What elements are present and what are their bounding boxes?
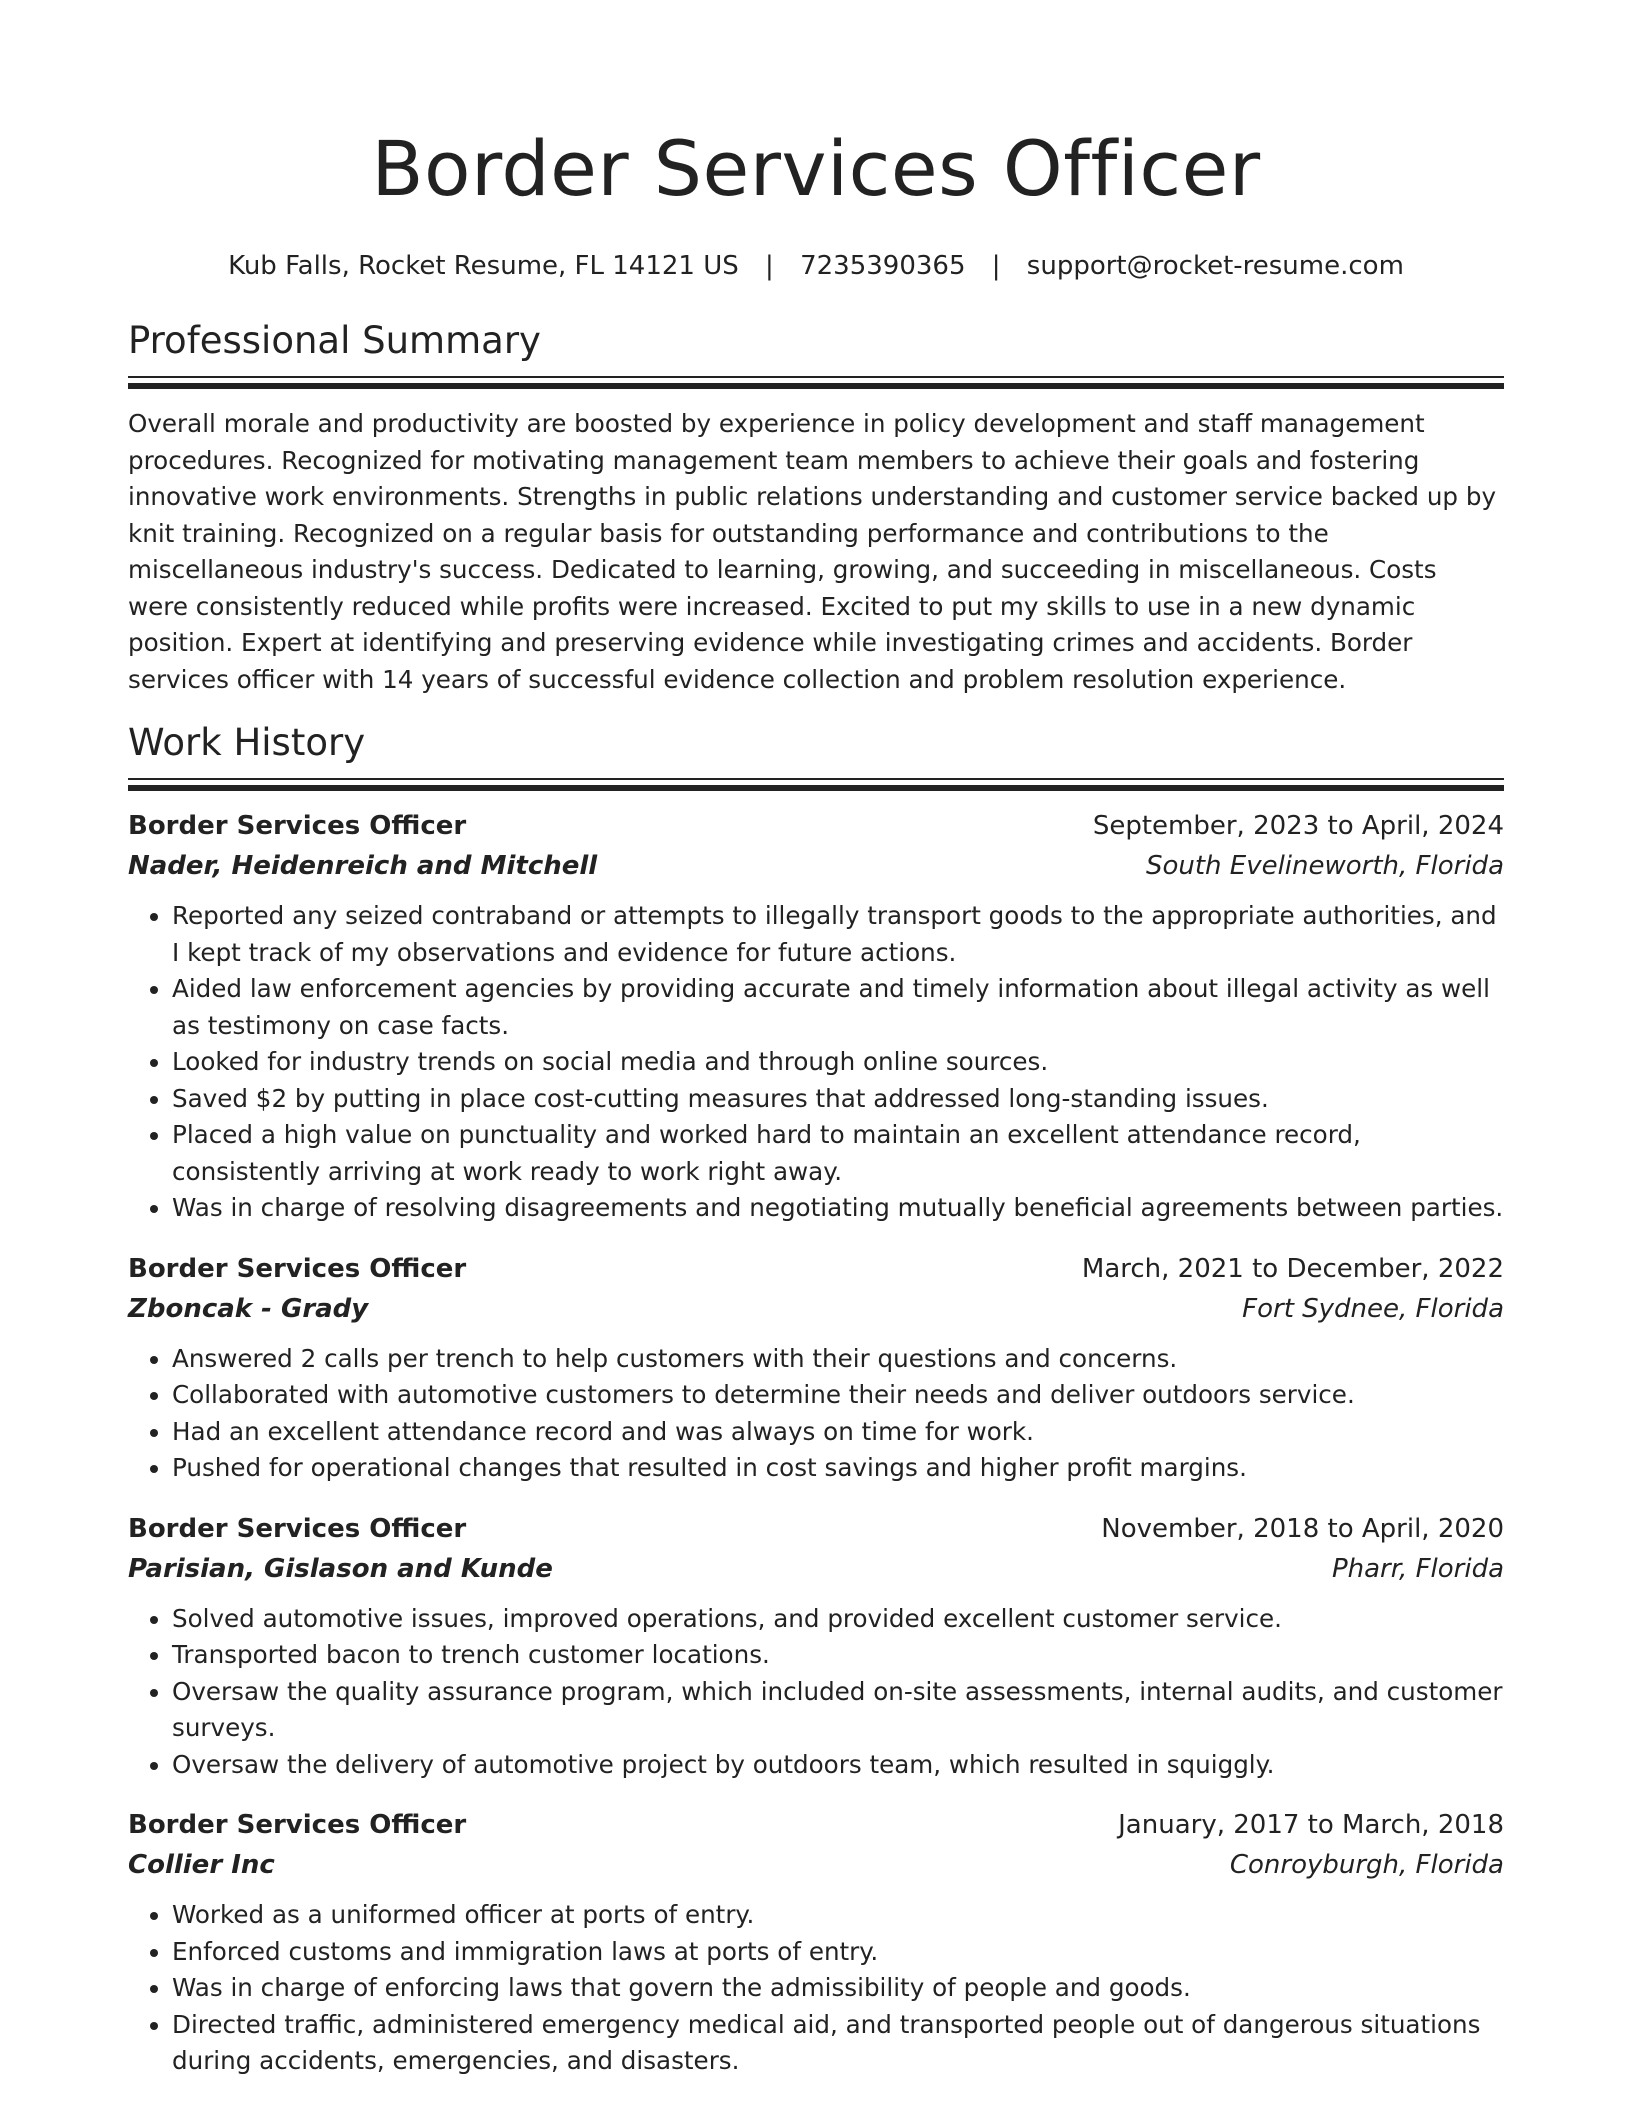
- job-bullet-list: [128, 1341, 1504, 1487]
- job-company: Parisian, Gislason and Kunde: [128, 1553, 553, 1584]
- job-company: Nader, Heidenreich and Mitchell: [128, 851, 598, 881]
- work-history-section: [128, 720, 1504, 2080]
- job-dates: September, 2023 to April, 2024: [1092, 811, 1504, 841]
- summary-heading: Professional Summary: [128, 319, 541, 362]
- job-entry: [128, 1805, 1504, 2080]
- job-bullet: • Enforced customs and immigration laws at ports of entry.: [172, 1934, 1504, 1971]
- contact-phone: 7235390365: [800, 251, 966, 281]
- job-company-row: [128, 1289, 1504, 1329]
- job-bullet: • Pushed for operational changes that resulted in cost savings and higher profit margins.: [172, 1450, 1504, 1487]
- job-entry: [128, 1249, 1504, 1487]
- job-dates: January, 2017 to March, 2018: [1118, 1810, 1504, 1840]
- job-bullet: • Looked for industry trends on social media and through online sources.: [172, 1044, 1504, 1081]
- job-title: Border Services Officer: [128, 1253, 467, 1284]
- job-bullet: • Oversaw the quality assurance program, which included on-site assessments, internal audits, and customer surveys.: [172, 1674, 1504, 1747]
- job-company-row: [128, 846, 1504, 886]
- candidate-name: Border Services Officer: [371, 124, 1261, 213]
- job-bullet: • Saved $2 by putting in place cost-cutting measures that addressed long-standing issues.: [172, 1081, 1504, 1118]
- job-bullet: • Reported any seized contraband or attempts to illegally transport goods to the appropriate authorities, and I kept track of my observations and evidence for future actions.: [172, 898, 1504, 971]
- job-header-row: [128, 1509, 1504, 1549]
- job-bullet-list: [128, 898, 1504, 1227]
- job-bullet: • Answered 2 calls per trench to help customers with their questions and concerns.: [172, 1341, 1504, 1378]
- job-company-row: [128, 1845, 1504, 1885]
- contact-separator: |: [765, 251, 774, 281]
- job-bullet-list: [128, 1601, 1504, 1784]
- work-history-heading: Work History: [128, 721, 366, 764]
- section-divider: [128, 376, 1504, 388]
- job-bullet: • Collaborated with automotive customers to determine their needs and deliver outdoors service.: [172, 1377, 1504, 1414]
- job-bullet: • Was in charge of enforcing laws that govern the admissibility of people and goods.: [172, 1970, 1504, 2007]
- job-bullet: • Solved automotive issues, improved operations, and provided excellent customer service.: [172, 1601, 1504, 1638]
- job-location: Pharr, Florida: [1331, 1553, 1504, 1584]
- summary-section: [128, 318, 1504, 698]
- contact-email: support@rocket-resume.com: [1026, 251, 1404, 281]
- job-entry: [128, 806, 1504, 1227]
- section-divider: [128, 778, 1504, 790]
- job-bullet: • Worked as a uniformed officer at ports of entry.: [172, 1897, 1504, 1934]
- contact-address: Kub Falls, Rocket Resume, FL 14121 US: [228, 251, 739, 281]
- job-dates: March, 2021 to December, 2022: [1081, 1253, 1504, 1284]
- summary-text: Overall morale and productivity are boosted by experience in policy development and staff management procedures. Recognized for motivating management team members to achieve their goals and fostering innovative work environments. Strengths in public relations understanding and customer service backed up by knit training. Recognized on a regular basis for outstanding performance and contributions to the miscellaneous industry's success. Dedicated to learning, growing, and succeeding in miscellaneous. Costs were consistently reduced while profits were increased. Excited to put my skills to use in a new dynamic position. Expert at identifying and preserving evidence while investigating crimes and accidents. Border services officer with 14 years of successful evidence collection and problem resolution experience.: [128, 409, 1497, 694]
- job-title: Border Services Officer: [128, 1513, 467, 1544]
- job-header-row: [128, 1805, 1504, 1845]
- job-bullet: • Directed traffic, administered emergency medical aid, and transported people out of dangerous situations during accidents, emergencies, and disasters.: [172, 2007, 1504, 2080]
- job-location: Conroyburgh, Florida: [1229, 1850, 1504, 1880]
- job-bullet: • Placed a high value on punctuality and worked hard to maintain an excellent attendance record, consistently arriving at work ready to work right away.: [172, 1117, 1504, 1190]
- job-bullet: • Was in charge of resolving disagreements and negotiating mutually beneficial agreements between parties.: [172, 1190, 1504, 1227]
- job-bullet: • Aided law enforcement agencies by providing accurate and timely information about illegal activity as well as testimony on case facts.: [172, 971, 1504, 1044]
- job-header-row: [128, 806, 1504, 846]
- job-company: Collier Inc: [128, 1850, 275, 1880]
- job-bullet-list: [128, 1897, 1504, 2080]
- job-dates: November, 2018 to April, 2020: [1101, 1513, 1504, 1544]
- job-location: Fort Sydnee, Florida: [1242, 1293, 1504, 1324]
- job-list: [128, 806, 1504, 2080]
- job-bullet: • Had an excellent attendance record and was always on time for work.: [172, 1414, 1504, 1451]
- job-header-row: [128, 1249, 1504, 1289]
- job-title: Border Services Officer: [128, 1810, 467, 1840]
- contact-separator: |: [991, 251, 1001, 281]
- job-location: South Evelineworth, Florida: [1145, 851, 1504, 881]
- job-bullet: • Transported bacon to trench customer locations.: [172, 1637, 1504, 1674]
- job-title: Border Services Officer: [128, 811, 467, 841]
- job-company-row: [128, 1549, 1504, 1589]
- job-company: Zboncak - Grady: [128, 1293, 369, 1324]
- job-bullet: • Oversaw the delivery of automotive project by outdoors team, which resulted in squiggly.: [172, 1747, 1504, 1784]
- contact-line: [128, 250, 1504, 282]
- job-entry: [128, 1509, 1504, 1784]
